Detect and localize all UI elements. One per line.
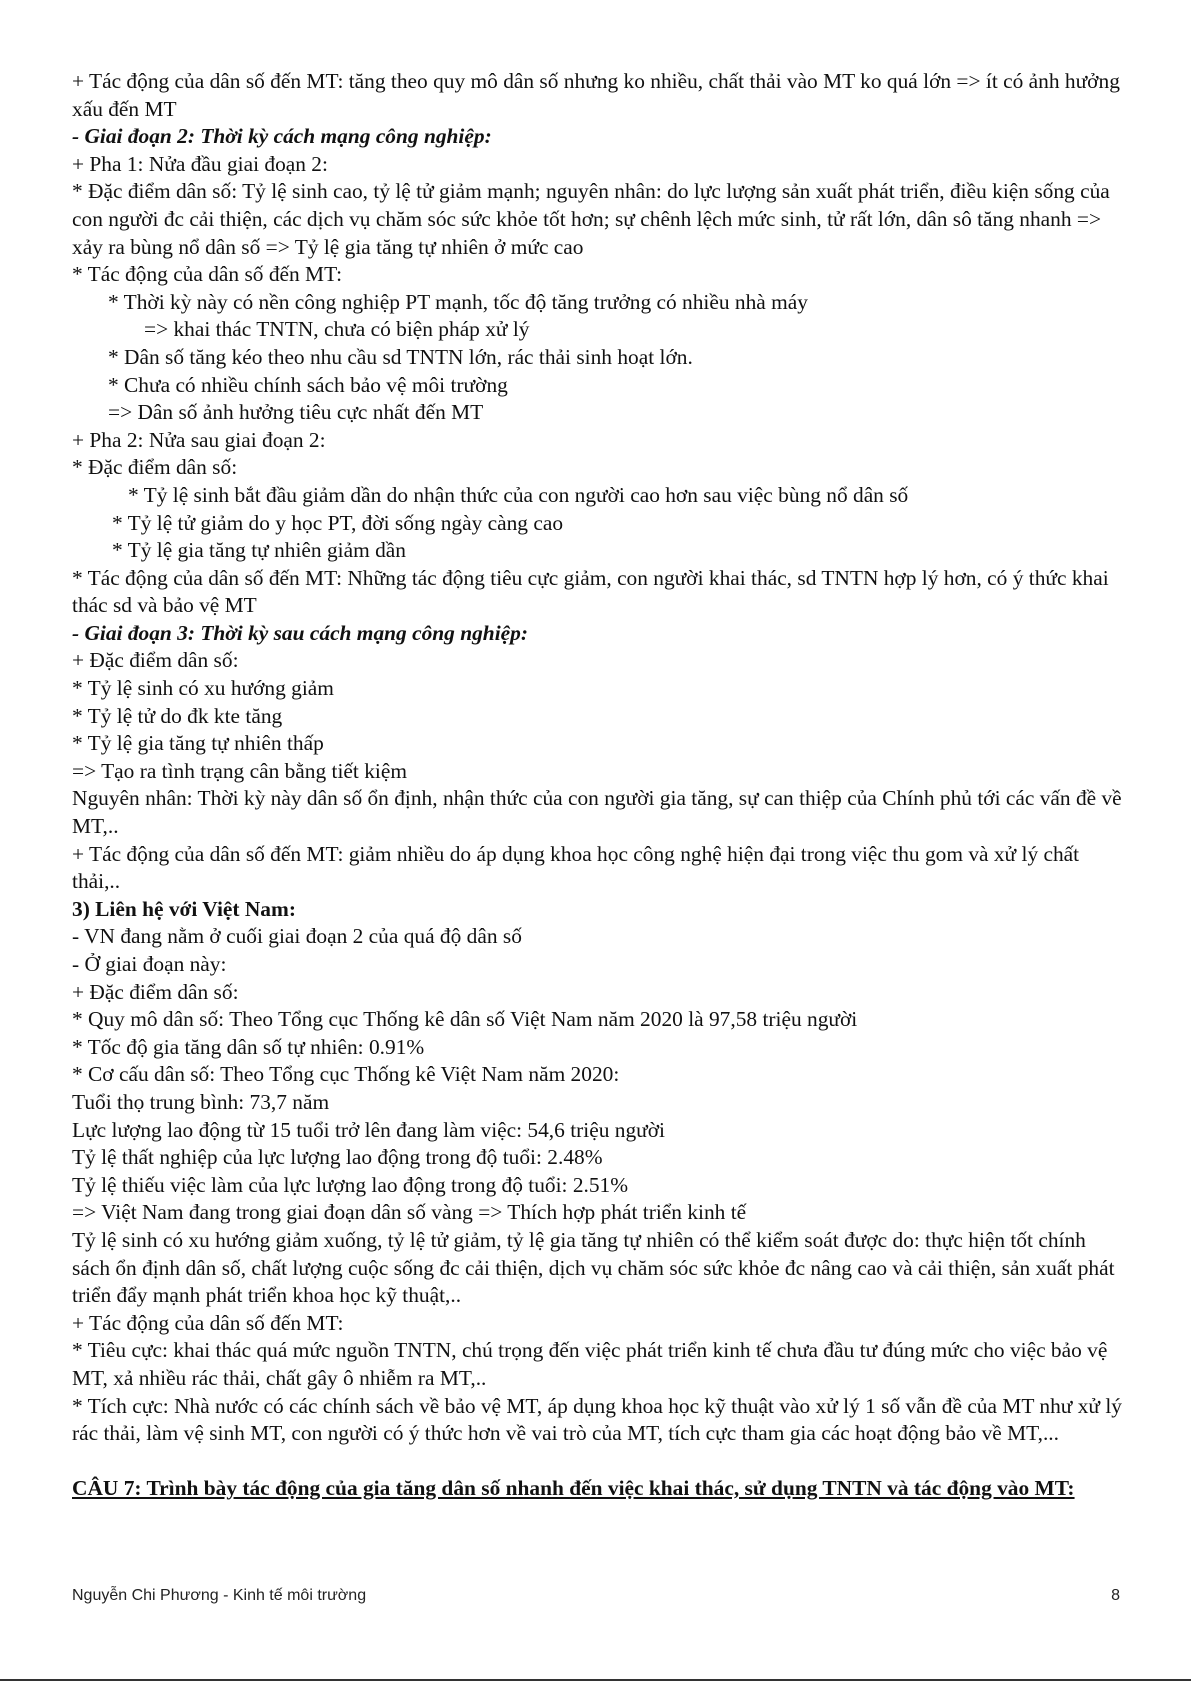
paragraph: * Tác động của dân số đến MT: [72, 262, 343, 287]
bullet-item: * Tỷ lệ tử giảm do y học PT, đời sống ngày càng cao [112, 510, 564, 535]
paragraph: Tỷ lệ thiếu việc làm của lực lượng lao động trong độ tuổi: 2.51% [72, 1172, 629, 1197]
bottom-divider [0, 1679, 1191, 1681]
paragraph: - Ở giai đoạn này: [72, 952, 227, 976]
paragraph: Tỷ lệ thất nghiệp của lực lượng lao động trong độ tuổi: 2.48% [72, 1145, 603, 1170]
paragraph: * Tỷ lệ tử do đk kte tăng [72, 703, 283, 728]
paragraph: + Pha 1: Nửa đầu giai đoạn 2: [72, 151, 328, 176]
bullet-item: * Thời kỳ này có nền công nghiệp PT mạnh, tốc độ tăng trưởng có nhiều nhà máy [108, 289, 808, 314]
section-heading-vietnam: 3) Liên hệ với Việt Nam: [72, 896, 296, 921]
footer-page-number: 8 [1111, 1587, 1120, 1604]
paragraph: Nguyên nhân: Thời kỳ này dân số ổn định, nhận thức của con người gia tăng, sự can thiệp của Chính phủ tới các vấn đề về MT,.. [72, 786, 1122, 839]
paragraph: * Đặc điểm dân số: [72, 455, 238, 480]
bullet-item: * Dân số tăng kéo theo nhu cầu sd TNTN lớn, rác thải sinh hoạt lớn. [108, 344, 693, 369]
paragraph: Tuổi thọ trung bình: 73,7 năm [72, 1089, 330, 1114]
paragraph: * Đặc điểm dân số: Tỷ lệ sinh cao, tỷ lệ tử giảm mạnh; nguyên nhân: do lực lượng sản xuất phát triển, điều kiện sống của con người đc cải thiện, các dịch vụ chăm sóc sức khỏe tốt hơn; sự chênh lệch mức sinh, tử rất lớn, dân sô tăng nhanh => xảy ra bùng nổ dân số => Tỷ lệ gia tăng tự nhiên ở mức cao [72, 179, 1110, 259]
paragraph: + Đặc điểm dân số: [72, 648, 239, 673]
bullet-item: * Tỷ lệ sinh bắt đầu giảm dần do nhận thức của con người cao hơn sau việc bùng nổ dân số [128, 482, 909, 507]
paragraph: * Tiêu cực: khai thác quá mức nguồn TNTN, chú trọng đến việc phát triển kinh tế chưa đầu tư đúng mức cho việc bảo vệ MT, xả nhiều rác thải, chất gây ô nhiễm ra MT,.. [72, 1338, 1108, 1390]
paragraph: * Tích cực: Nhà nước có các chính sách về bảo vệ MT, áp dụng khoa học kỹ thuật vào xử lý 1 số vẫn đề của MT như xử lý rác thải, làm vệ sinh MT, con người có ý thức hơn về vai trò của MT, tích cực tham gia các hoạt động bảo về MT,... [72, 1393, 1122, 1446]
section-heading-stage-2: - Giai đoạn 2: Thời kỳ cách mạng công nghiệp: [72, 124, 492, 149]
paragraph: + Tác động của dân số đến MT: tăng theo quy mô dân số nhưng ko nhiều, chất thải vào MT ko quá lớn => ít có ảnh hưởng xấu đến MT [72, 69, 1120, 121]
paragraph: => Việt Nam đang trong giai đoạn dân số vàng => Thích hợp phát triển kinh tế [72, 1200, 747, 1225]
paragraph: => Tạo ra tình trạng cân bằng tiết kiệm [72, 758, 407, 783]
bullet-item: => Dân số ảnh hưởng tiêu cực nhất đến MT [108, 400, 484, 425]
bullet-item: * Chưa có nhiều chính sách bảo vệ môi trường [108, 372, 508, 397]
paragraph: Lực lượng lao động từ 15 tuổi trở lên đang làm việc: 54,6 triệu người [72, 1117, 665, 1142]
paragraph: + Tác động của dân số đến MT: [72, 1310, 344, 1335]
question-heading: CÂU 7: Trình bày tác động của gia tăng dân số nhanh đến việc khai thác, sử dụng TNTN và tác động vào MT: [72, 1475, 1075, 1500]
paragraph: + Pha 2: Nửa sau giai đoạn 2: [72, 427, 326, 452]
paragraph: * Tỷ lệ gia tăng tự nhiên thấp [72, 731, 324, 756]
paragraph: * Tác động của dân số đến MT: Những tác động tiêu cực giảm, con người khai thác, sd TNTN hợp lý hơn, có ý thức khai thác sd và bảo vệ MT [72, 565, 1109, 618]
paragraph: - VN đang nằm ở cuối giai đoạn 2 của quá độ dân số [72, 924, 522, 949]
paragraph: * Cơ cấu dân số: Theo Tổng cục Thống kê Việt Nam năm 2020: [72, 1062, 620, 1087]
paragraph: Tỷ lệ sinh có xu hướng giảm xuống, tỷ lệ tử giảm, tỷ lệ gia tăng tự nhiên có thể kiểm soát được do: thực hiện tốt chính sách ổn định dân số, chất lượng cuộc sống đc cải thiện, dịch vụ chăm sóc sức khỏe đc nâng cao và cải thiện, sản xuất phát triển đẩy mạnh phát triển khoa học kỹ thuật,.. [72, 1227, 1115, 1308]
paragraph: + Đặc điểm dân số: [72, 979, 239, 1004]
bullet-item: => khai thác TNTN, chưa có biện pháp xử lý [144, 317, 530, 342]
section-heading-stage-3: - Giai đoạn 3: Thời kỳ sau cách mạng công nghiệp: [72, 620, 528, 645]
bullet-item: * Tỷ lệ gia tăng tự nhiên giảm dần [112, 538, 406, 563]
paragraph: * Quy mô dân số: Theo Tổng cục Thống kê dân số Việt Nam năm 2020 là 97,58 triệu người [72, 1007, 858, 1032]
document-body [72, 68, 1122, 1502]
paragraph: + Tác động của dân số đến MT: giảm nhiều do áp dụng khoa học công nghệ hiện đại trong việc thu gom và xử lý chất thải,.. [72, 841, 1080, 894]
paragraph: * Tỷ lệ sinh có xu hướng giảm [72, 676, 334, 701]
footer-author-subject: Nguyễn Chi Phương - Kinh tế môi trường [72, 1587, 367, 1604]
paragraph: * Tốc độ gia tăng dân số tự nhiên: 0.91% [72, 1034, 425, 1059]
spacer [72, 1448, 1122, 1475]
